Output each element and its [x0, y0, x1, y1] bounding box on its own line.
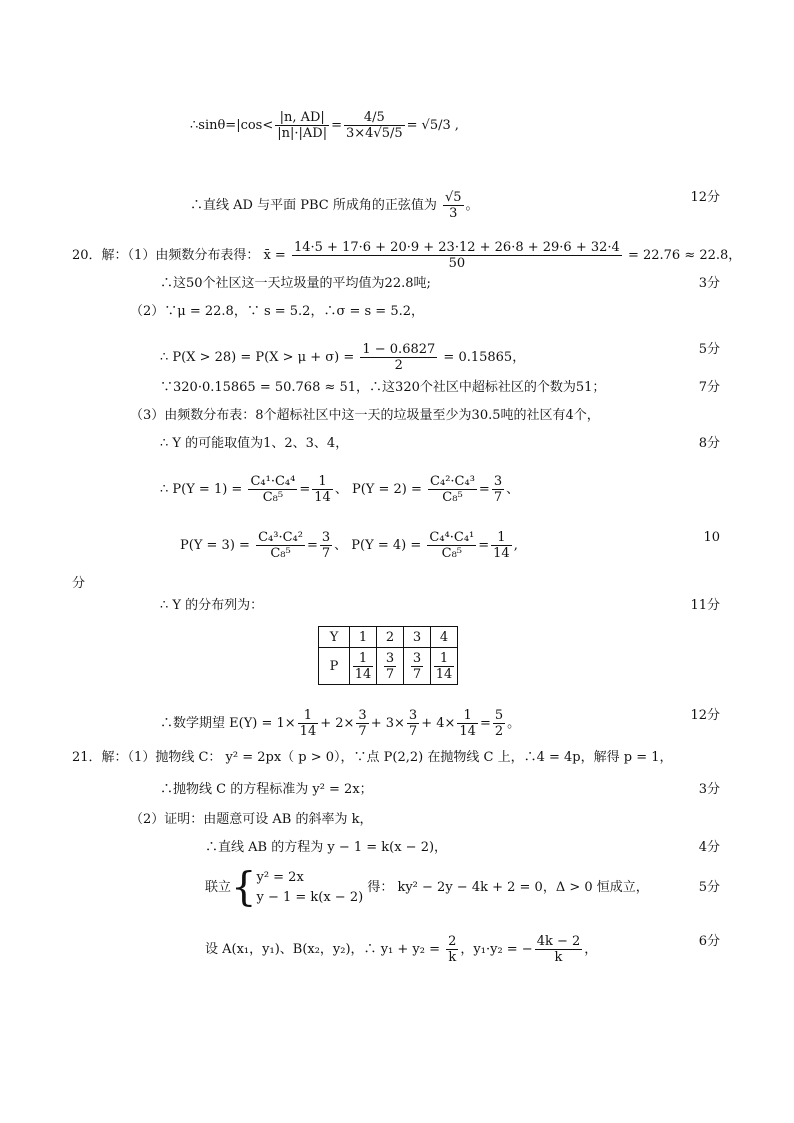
py1-den: C₈⁵ [248, 489, 297, 505]
ey-c: + 4× [421, 716, 456, 731]
py1-result [312, 474, 333, 505]
py2-fraction [428, 474, 477, 505]
q20-part2c: ∵320·0.15865 = 50.768 ≈ 51，∴这320个社区中超标社区的个数为51； [160, 380, 606, 395]
q21-system [256, 868, 363, 908]
q21-last-lead: 设 A(x₁，y₁)、B(x₂，y₂)，∴ y₁ + y₂ = [205, 942, 440, 957]
py3-res-den: 7 [321, 546, 331, 561]
q21-part2: （2）证明：由题意可设 AB 的斜率为 k， [130, 812, 373, 827]
q20-mean-line [72, 240, 741, 271]
py3-den: C₈⁵ [256, 545, 305, 561]
table-fraction [353, 651, 374, 682]
py3-result [320, 530, 332, 561]
py4-res-num: 1 [497, 530, 506, 545]
value-fraction [344, 110, 405, 141]
q21-f1 [446, 934, 458, 965]
table-den: 7 [385, 666, 395, 682]
dist-intro: ∴ Y 的分布列为： [160, 598, 264, 613]
ey-res-den: 2 [494, 724, 504, 739]
score-6: 6分 [698, 934, 720, 949]
py2-result [492, 474, 504, 505]
cos-den: |n|·|AD| [277, 126, 328, 141]
ey-lead: ∴数学期望 E(Y) = 1× [160, 716, 296, 731]
table-num: 3 [385, 650, 395, 666]
table-cell [404, 648, 431, 685]
score-11: 11分 [690, 598, 720, 613]
brace-icon: { [231, 864, 257, 911]
q20-mean-num: 14·5 + 17·6 + 20·9 + 23·12 + 26·8 + 29·6 + 32·4 [293, 240, 620, 255]
value-den: 3×4√5/5 [346, 126, 403, 141]
comma-2: , [513, 538, 518, 553]
py4-den: C₈⁵ [427, 545, 476, 561]
py2-res-den: 7 [493, 490, 503, 505]
q20-p2b-fraction [360, 342, 437, 373]
q21-sys-tail: 得： ky² − 2y − 4k + 2 = 0，Δ > 0 恒成立， [367, 880, 649, 895]
q20-mean-fraction [292, 240, 622, 271]
table-header-cell: 1 [350, 627, 377, 648]
score-3a: 3分 [698, 276, 720, 291]
q20-line2: ∴这50个社区这一天垃圾量的平均值为22.8吨; [160, 276, 431, 291]
py1-num: C₄¹·C₄⁴ [250, 474, 296, 489]
q20-p2b-lead: ∴ P(X > 28) = P(X > μ + σ) = [160, 350, 355, 365]
table-header-cell: 2 [377, 627, 404, 648]
table-row [319, 627, 458, 648]
q20-p2b-den: 2 [360, 357, 437, 373]
py2-num: C₄²·C₄³ [430, 474, 475, 489]
q21-last-tail: ， [584, 942, 598, 957]
table-fraction [411, 651, 423, 682]
q20-p2b-res: = 0.15865， [443, 350, 526, 365]
py1-res-num: 1 [318, 474, 327, 489]
ey-f3-den: 7 [408, 724, 418, 739]
sin-lead: ∴sinθ=|cos< [190, 118, 274, 133]
ey-f3-num: 3 [408, 708, 418, 723]
py3-num: C₄³·C₄² [258, 530, 303, 545]
q21-f1-num: 2 [448, 934, 457, 949]
xbar: x̄ = [263, 248, 286, 263]
value-num: 4/5 [363, 110, 385, 125]
distribution-table [318, 626, 458, 685]
score-10: 10 [703, 530, 720, 545]
q20-mean-den: 50 [292, 255, 622, 271]
py4-fraction [427, 530, 476, 561]
table-num: 1 [439, 650, 449, 666]
result-fraction [420, 118, 453, 133]
score-5a: 5分 [698, 342, 720, 357]
table-header-cell: Y [319, 627, 350, 648]
q20-part3b: ∴ Y 的可能取值为1、2、3、4， [160, 436, 349, 451]
table-num: 3 [412, 650, 422, 666]
cos-num: |n, AD| [279, 110, 325, 125]
ey-f2-den: 7 [358, 724, 367, 739]
ey-a: + 2× [320, 716, 355, 731]
ey-f2 [356, 708, 368, 739]
score-10-tail: 分 [72, 576, 86, 591]
table-den: 14 [435, 666, 453, 682]
table-den: 14 [354, 666, 372, 682]
py3-res-num: 3 [321, 530, 331, 545]
ey-b: + 3× [370, 716, 405, 731]
py1-lead: ∴ P(Y = 1) = [160, 482, 243, 497]
score-12a: 12分 [690, 190, 720, 205]
score-7: 7分 [698, 380, 720, 395]
q21-last-line [205, 934, 597, 965]
ey-f3 [407, 708, 419, 739]
q21-f2-den: k [535, 949, 583, 965]
cos-fraction [275, 110, 329, 141]
eq-sign: = [331, 118, 342, 133]
py2-res-num: 3 [493, 474, 503, 489]
q20-part3: （3）由频数分布表：8个超标社区中这一天的垃圾量至少为30.5吨的社区有4个， [130, 408, 600, 423]
q20-part2: （2）∵μ = 22.8，∵ s = 5.2，∴σ = s = 5.2， [130, 304, 424, 319]
table-p-label: P [319, 648, 350, 685]
ey-f4-num: 1 [463, 708, 472, 723]
q21-f1-den: k [446, 949, 458, 965]
ey-f1-den: 14 [299, 724, 317, 739]
sine-fraction [443, 190, 464, 221]
table-fraction [434, 651, 455, 682]
table-row [319, 648, 458, 685]
table-num: 1 [358, 650, 368, 666]
score-4: 4分 [698, 840, 720, 855]
line-sine-value [190, 190, 479, 221]
table-fraction [384, 651, 396, 682]
py4-num: C₄⁴·C₄¹ [429, 530, 475, 545]
ey-res-num: 5 [494, 708, 504, 723]
py34-line: P(Y = 3) = $\frac{\text{C₄³·C₄²}}{\text{C₈⁵}}$ = $\frac{3}{7}$ 、 P(Y = 4) = $\frac{\text{C₄⁴·C₄¹}}{\text{C₈⁵}}$ = $\frac{1}{14}$ , [180, 530, 518, 561]
q21-last-mid: ，y₁·y₂ = − [460, 942, 533, 957]
table-den: 7 [412, 666, 422, 682]
q21-f2-num: 4k − 2 [536, 934, 581, 949]
py1-res-den: 14 [314, 490, 331, 505]
q21-part2b: ∴直线 AB 的方程为 y − 1 = k(x − 2)， [205, 840, 448, 855]
table-cell [350, 648, 377, 685]
q21-line2: ∴抛物线 C 的方程标准为 y² = 2x； [160, 782, 373, 797]
table-cell [431, 648, 458, 685]
score-3b: 3分 [698, 782, 720, 797]
py3-fraction [256, 530, 305, 561]
sep-1: 、 [334, 482, 348, 497]
period-2: 。 [507, 716, 521, 731]
eq-sign-2: = [406, 118, 418, 133]
sine-den: 3 [443, 205, 464, 221]
ey-f1-num: 1 [303, 708, 313, 723]
q21-line1: 21．解：（1）抛物线 C： y² = 2px（ p > 0），∵点 P(2,2) 在抛物线 C 上，∴4 = 4p，解得 p = 1， [72, 750, 673, 765]
score-12b: 12分 [690, 708, 720, 723]
comma: , [454, 118, 459, 133]
q21-sys-eq2: y − 1 = k(x − 2) [256, 889, 364, 905]
score-8: 8分 [698, 436, 720, 451]
py2-lead: P(Y = 2) = [351, 482, 422, 497]
py4-lead: P(Y = 4) = [351, 538, 422, 553]
py2-den: C₈⁵ [428, 489, 477, 505]
table-header-cell: 3 [404, 627, 431, 648]
score-5b: 5分 [698, 880, 720, 895]
q21-f2 [535, 934, 583, 965]
q21-sys-lead: 联立 [205, 880, 232, 895]
py12-line: ∴ P(Y = 1) = $\frac{\text{C₄¹·C₄⁴}}{\text{C₈⁵}}$ = $\frac{1}{14}$ 、 P(Y = 2) = $\frac{\text{C₄²·C₄³}}{\text{C₈⁵}}$ = $\frac{3}{7}$ 、 [160, 474, 520, 505]
ey-f2-num: 3 [358, 708, 367, 723]
sin-theta-formula [190, 110, 459, 141]
sep-2: 、 [506, 482, 520, 497]
sine-text: ∴直线 AD 与平面 PBC 所成角的正弦值为 [190, 198, 437, 213]
py4-result [491, 530, 512, 561]
py4-res-den: 14 [493, 546, 510, 561]
table-header-cell: 4 [431, 627, 458, 648]
q20-p2b-num: 1 − 0.6827 [362, 342, 436, 357]
table-cell [377, 648, 404, 685]
py1-fraction [248, 474, 297, 505]
result-value: √5/3 [421, 118, 451, 133]
ey-f4 [457, 708, 478, 739]
ey-f4-den: 14 [459, 724, 476, 739]
q20-mean-res: = 22.76 ≈ 22.8， [627, 248, 742, 263]
q21-system-line [205, 866, 649, 910]
expectation-line: ∴数学期望 E(Y) = 1× $\frac{1}{14}$ + 2× $\frac{3}{7}$ + 3× $\frac{3}{7}$ + 4× $\frac{1}{14}$ = $\frac{5}{2}$ 。 [160, 708, 521, 739]
period: 。 [465, 198, 479, 213]
q21-sys-eq1: y² = 2x [256, 869, 304, 885]
py3-lead: P(Y = 3) = [180, 538, 250, 553]
sep-3: 、 [334, 538, 348, 553]
ey-result [493, 708, 505, 739]
q20-label: 20．解：（1）由频数分布表得： [72, 248, 260, 263]
q20-part2b [160, 342, 525, 373]
ey-f1 [298, 708, 319, 739]
sine-num: √5 [444, 190, 462, 205]
